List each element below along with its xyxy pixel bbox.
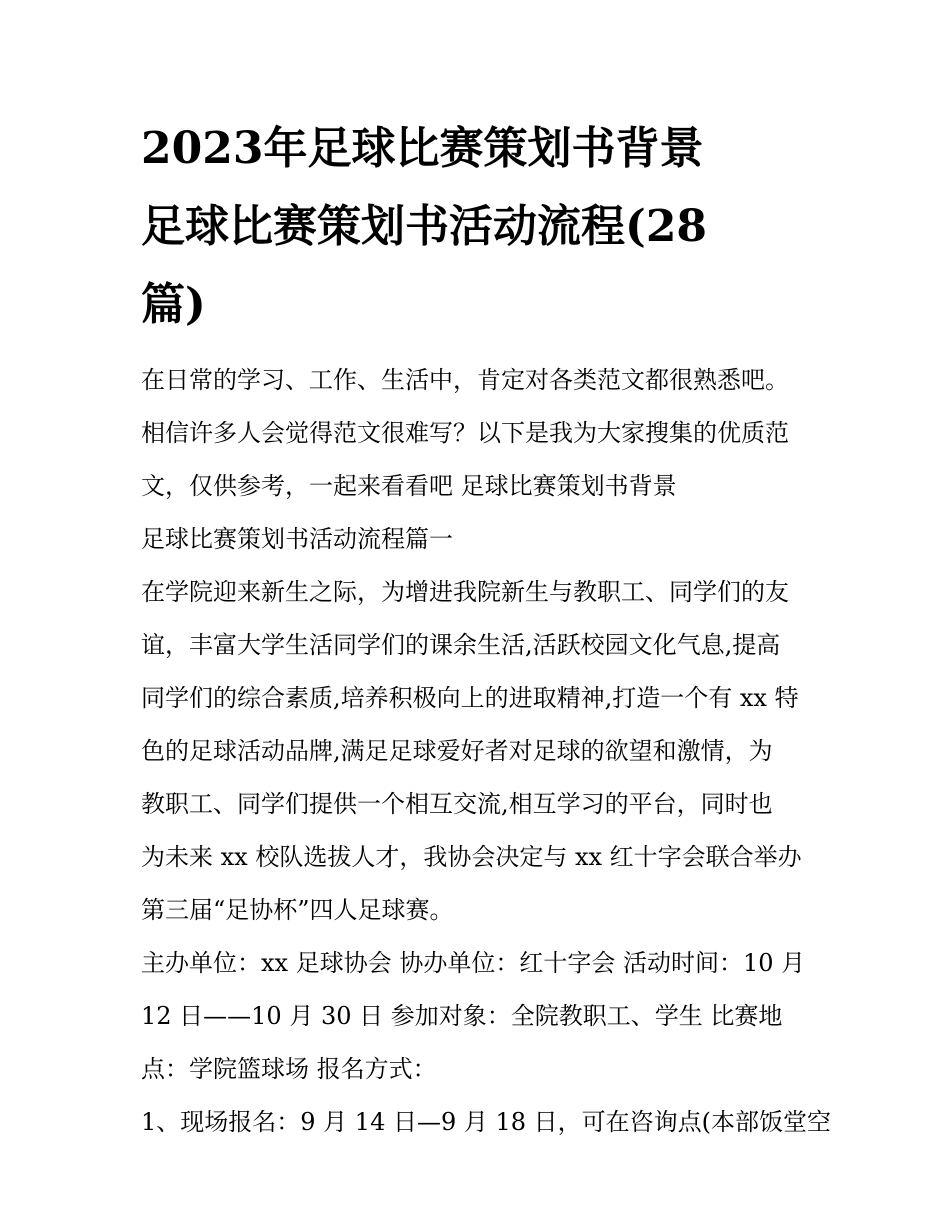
title-line: 篇) — [141, 279, 206, 330]
details-line: 12 日——10 月 30 日 参加对象：全院教职工、学生 比赛地 — [141, 1002, 783, 1030]
section-heading: 足球比赛策划书活动流程篇一 — [141, 525, 453, 553]
intro-line: 相信许多人会觉得范文很难写？以下是我为大家搜集的优质范 — [141, 419, 789, 447]
intro-line: 文，仅供参考，一起来看看吧 足球比赛策划书背景 — [141, 472, 677, 500]
paragraph-line: 在学院迎来新生之际，为增进我院新生与教职工、同学们的友 — [141, 578, 789, 606]
paragraph-line: 教职工、同学们提供一个相互交流,相互学习的平台，同时也 — [141, 790, 773, 818]
paragraph-line: 第三届“足协杯”四人足球赛。 — [141, 896, 454, 924]
title-line: 2023年足球比赛策划书背景 — [141, 123, 704, 174]
title-line: 足球比赛策划书活动流程(28 — [141, 201, 708, 252]
paragraph-line: 为未来 xx 校队选拔人才，我协会决定与 xx 红十字会联合举办 — [141, 843, 802, 871]
paragraph-line: 谊，丰富大学生活同学们的课余生活,活跃校园文化气息,提高 — [141, 631, 781, 659]
details-line: 点：学院篮球场 报名方式： — [141, 1055, 437, 1083]
document-title — [141, 110, 841, 344]
document-body — [141, 354, 832, 1149]
registration-line: 1、现场报名：9 月 14 日—9 月 18 日，可在咨询点(本部饭堂空 — [141, 1108, 832, 1136]
paragraph-line: 色的足球活动品牌,满足足球爱好者对足球的欲望和激情，为 — [141, 737, 773, 765]
intro-line: 在日常的学习、工作、生活中，肯定对各类范文都很熟悉吧。 — [141, 366, 789, 394]
paragraph-line: 同学们的综合素质,培养积极向上的进取精神,打造一个有 xx 特 — [141, 684, 799, 712]
details-line: 主办单位：xx 足球协会 协办单位：红十字会 活动时间：10 月 — [141, 949, 806, 977]
